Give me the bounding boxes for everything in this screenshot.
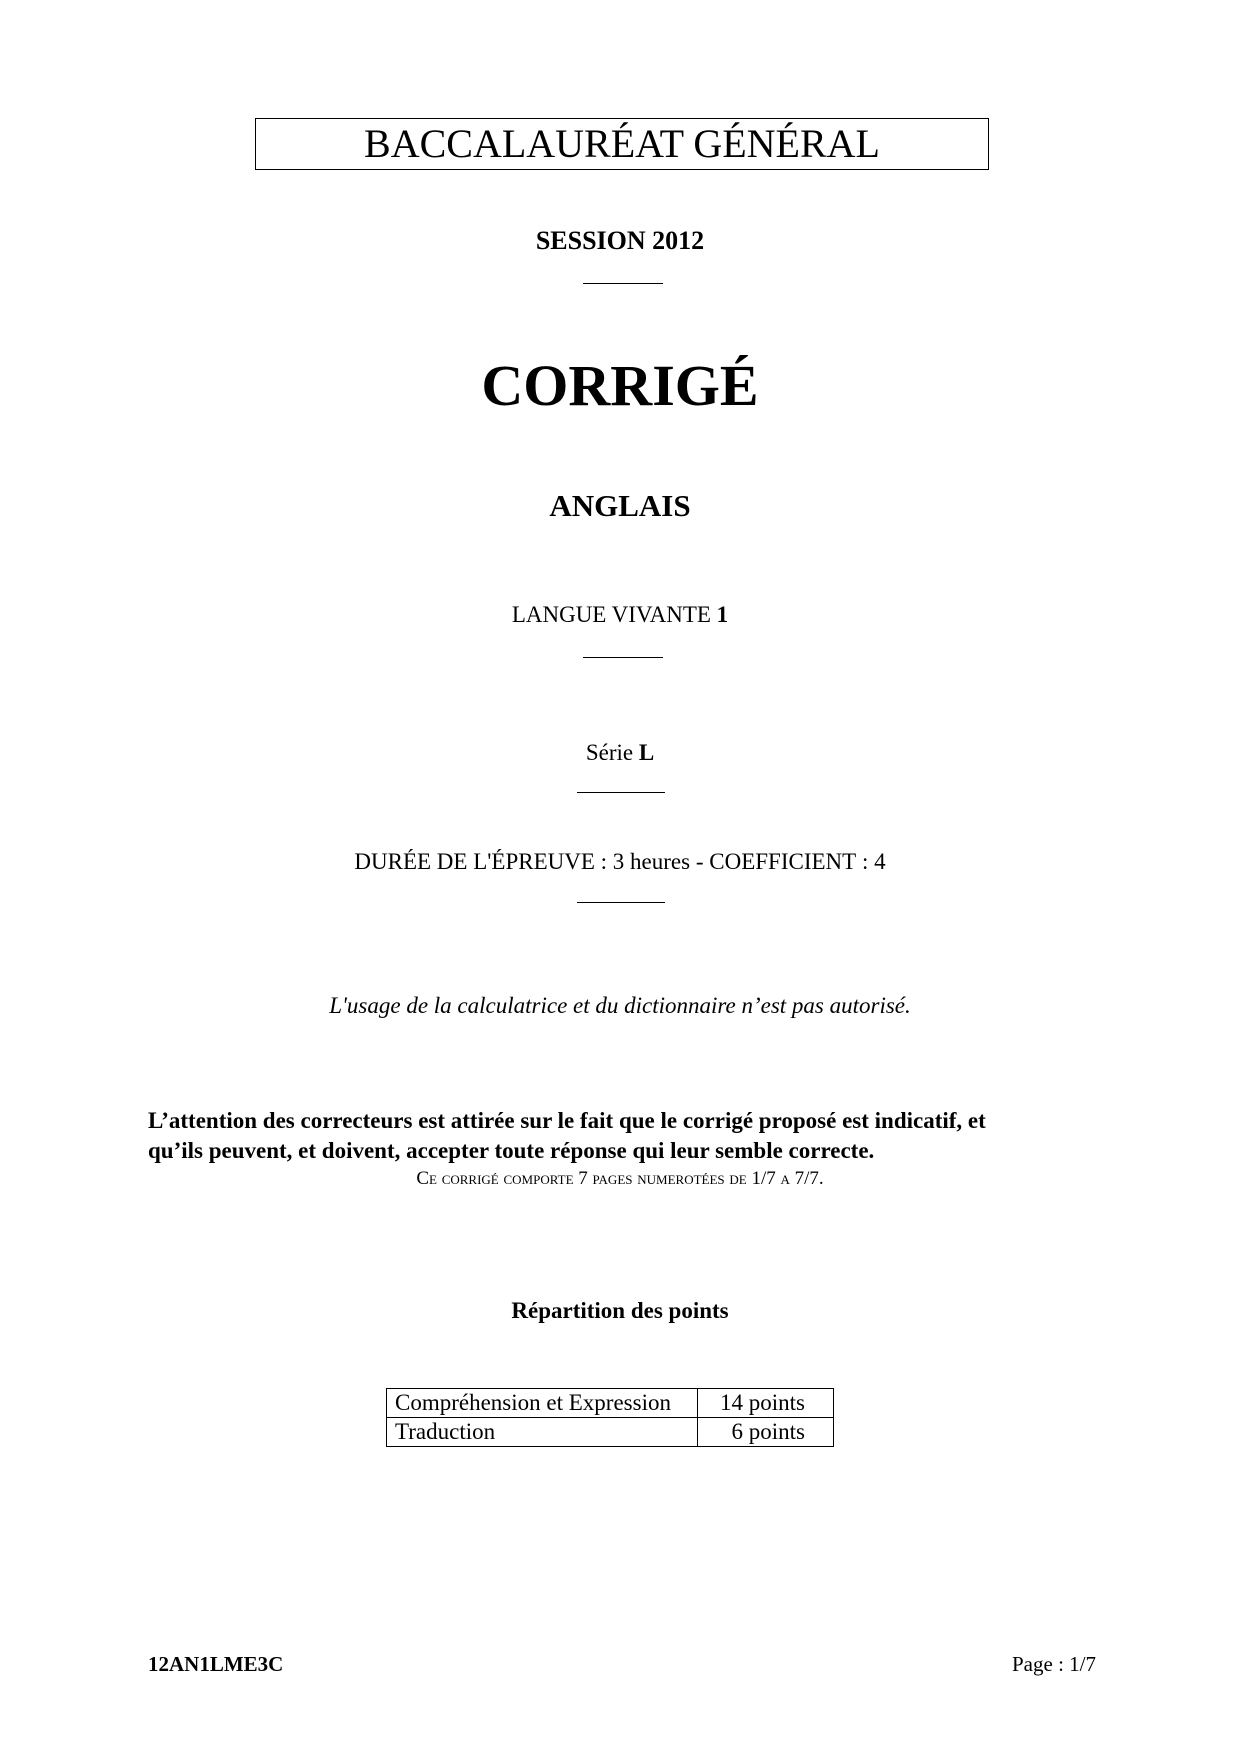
- duration-line: [0, 849, 1240, 875]
- attention-line-1: L’attention des correcteurs est attirée sur le fait que le corrigé proposé est indicatif, et: [148, 1108, 986, 1133]
- separator: :: [856, 849, 875, 874]
- duration-label: DURÉE DE L'ÉPREUVE: [354, 849, 595, 874]
- table-row: [387, 1418, 834, 1447]
- langue-text: LANGUE VIVANTE: [511, 602, 717, 627]
- exam-title: BACCALAURÉAT GÉNÉRAL: [255, 118, 989, 170]
- table-cell-label: Compréhension et Expression: [387, 1389, 698, 1418]
- divider: [577, 792, 665, 793]
- table-cell-label: Traduction: [387, 1418, 698, 1447]
- attention-line-2: qu’ils peuvent, et doivent, accepter toute réponse qui leur semble correcte.: [148, 1138, 875, 1163]
- langue-vivante: [0, 602, 1240, 628]
- table-cell-value: 6 points: [698, 1418, 834, 1447]
- session-label: SESSION 2012: [535, 226, 705, 255]
- usage-note: L'usage de la calculatrice et du dictionnaire n’est pas autorisé.: [329, 993, 911, 1018]
- divider: [583, 657, 663, 658]
- page-number: Page : 1/7: [1012, 1652, 1096, 1676]
- doc-type-heading: CORRIGÉ: [481, 353, 759, 418]
- separator: :: [594, 849, 613, 874]
- serie-text: Série: [585, 740, 639, 765]
- duration-value: 3 heures: [612, 849, 691, 874]
- coefficient-value: 4: [874, 849, 886, 874]
- table-cell-value: 14 points: [698, 1389, 834, 1418]
- serie-line: [0, 740, 1240, 766]
- langue-number: 1: [716, 602, 729, 627]
- repartition-heading: Répartition des points: [511, 1298, 729, 1323]
- divider: [577, 902, 665, 903]
- coefficient-label: COEFFICIENT: [709, 849, 857, 874]
- document-code: 12AN1LME3C: [148, 1652, 284, 1676]
- divider: [583, 283, 663, 284]
- pages-note: Ce corrigé comporte 7 pages numerotées de 1/7 a 7/7.: [416, 1168, 824, 1189]
- serie-letter: L: [638, 740, 655, 765]
- table-row: [387, 1389, 834, 1418]
- subject-heading: ANGLAIS: [549, 488, 691, 523]
- points-table: [386, 1388, 834, 1447]
- separator: -: [690, 849, 710, 874]
